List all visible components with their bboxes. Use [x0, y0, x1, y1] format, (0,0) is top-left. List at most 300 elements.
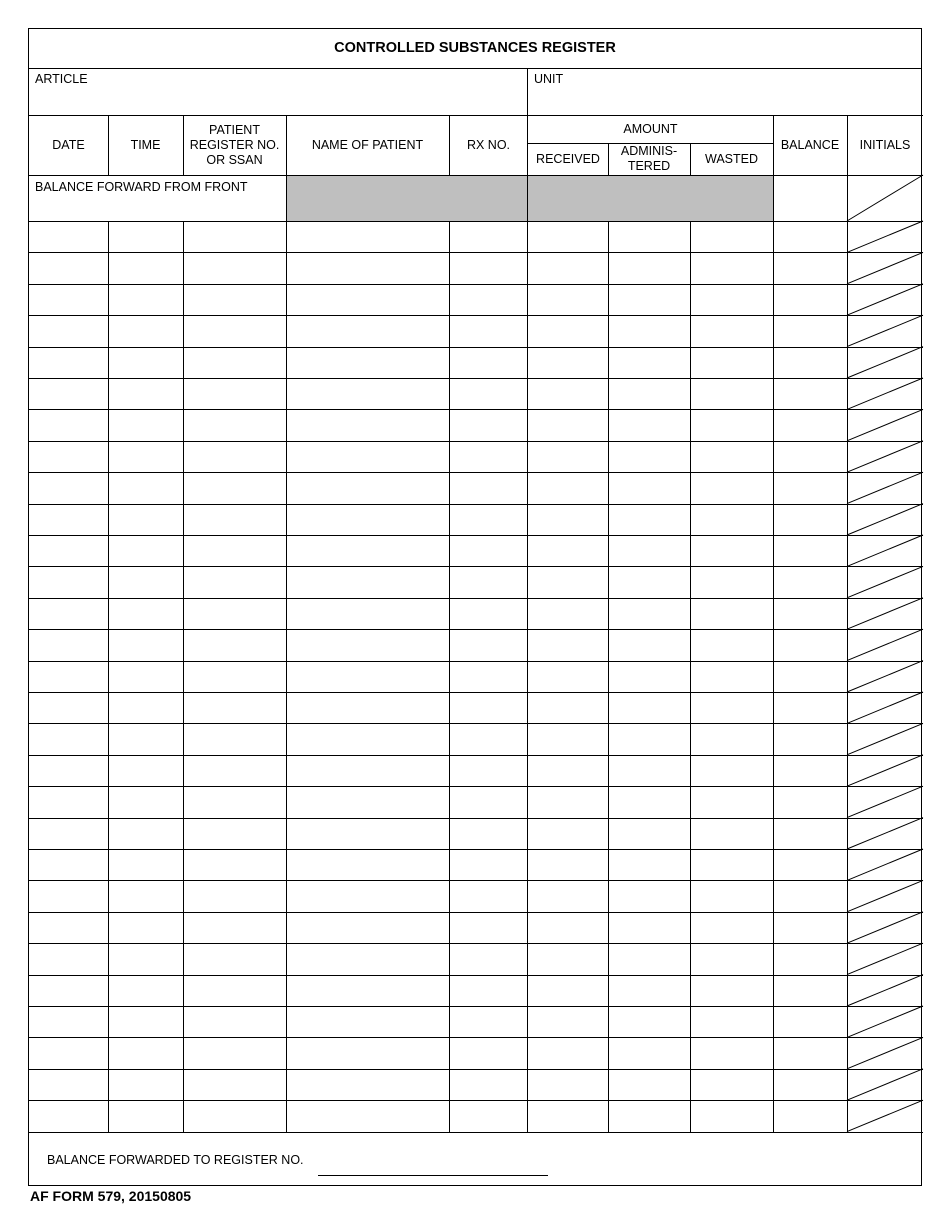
- entry-cell[interactable]: [183, 818, 286, 849]
- entry-cell[interactable]: [528, 347, 608, 378]
- entry-cell[interactable]: [29, 912, 108, 943]
- entry-cell[interactable]: [773, 849, 847, 880]
- entry-cell[interactable]: [773, 504, 847, 535]
- entry-cell[interactable]: [528, 1006, 608, 1037]
- entry-cell[interactable]: [608, 755, 690, 786]
- entry-cell[interactable]: [608, 975, 690, 1006]
- entry-cell[interactable]: [183, 378, 286, 409]
- entry-cell[interactable]: [608, 943, 690, 974]
- entry-cell[interactable]: [773, 880, 847, 911]
- entry-cell[interactable]: [286, 315, 449, 346]
- entry-cell[interactable]: [286, 849, 449, 880]
- entry-cell[interactable]: [690, 692, 773, 723]
- entry-cell[interactable]: [847, 849, 923, 880]
- entry-cell[interactable]: [29, 378, 108, 409]
- entry-cell[interactable]: [286, 880, 449, 911]
- entry-cell[interactable]: [108, 284, 183, 315]
- entry-cell[interactable]: [29, 1037, 108, 1068]
- entry-cell[interactable]: [528, 504, 608, 535]
- register-no-field[interactable]: [318, 1175, 548, 1176]
- entry-cell[interactable]: [528, 284, 608, 315]
- entry-cell[interactable]: [690, 504, 773, 535]
- entry-cell[interactable]: [847, 472, 923, 503]
- entry-cell[interactable]: [183, 535, 286, 566]
- entry-cell[interactable]: [608, 535, 690, 566]
- entry-cell[interactable]: [608, 598, 690, 629]
- entry-cell[interactable]: [29, 880, 108, 911]
- entry-cell[interactable]: [29, 221, 108, 252]
- entry-cell[interactable]: [286, 472, 449, 503]
- entry-cell[interactable]: [773, 598, 847, 629]
- entry-cell[interactable]: [449, 629, 528, 660]
- entry-cell[interactable]: [608, 849, 690, 880]
- entry-cell[interactable]: [29, 723, 108, 754]
- entry-cell[interactable]: [286, 629, 449, 660]
- entry-cell[interactable]: [690, 347, 773, 378]
- entry-cell[interactable]: [773, 347, 847, 378]
- entry-cell[interactable]: [29, 472, 108, 503]
- entry-cell[interactable]: [847, 661, 923, 692]
- entry-cell[interactable]: [108, 441, 183, 472]
- shaded-block: [286, 176, 773, 221]
- entry-cell[interactable]: [847, 378, 923, 409]
- entry-cell[interactable]: [449, 441, 528, 472]
- entry-cell[interactable]: [847, 880, 923, 911]
- entry-cell[interactable]: [29, 818, 108, 849]
- entry-cell[interactable]: [449, 786, 528, 817]
- entry-cell[interactable]: [690, 315, 773, 346]
- entry-cell[interactable]: [29, 347, 108, 378]
- entry-cell[interactable]: [690, 221, 773, 252]
- entry-cell[interactable]: [608, 912, 690, 943]
- entry-cell[interactable]: [29, 755, 108, 786]
- entry-cell[interactable]: [773, 1037, 847, 1068]
- entry-cell[interactable]: [690, 849, 773, 880]
- entry-cell[interactable]: [286, 566, 449, 597]
- entry-cell[interactable]: [183, 504, 286, 535]
- entry-cell[interactable]: [528, 221, 608, 252]
- entry-cell[interactable]: [773, 692, 847, 723]
- entry-cell[interactable]: [690, 284, 773, 315]
- entry-cell[interactable]: [528, 252, 608, 283]
- entry-cell[interactable]: [449, 1100, 528, 1131]
- entry-cell[interactable]: [608, 221, 690, 252]
- entry-cell[interactable]: [108, 221, 183, 252]
- entry-cell[interactable]: [286, 284, 449, 315]
- entry-cell[interactable]: [773, 629, 847, 660]
- entry-cell[interactable]: [449, 472, 528, 503]
- entry-cell[interactable]: [108, 252, 183, 283]
- entry-cell[interactable]: [528, 598, 608, 629]
- entry-cell[interactable]: [847, 252, 923, 283]
- entry-cell[interactable]: [773, 912, 847, 943]
- entry-cell[interactable]: [449, 284, 528, 315]
- entry-cell[interactable]: [608, 441, 690, 472]
- entry-cell[interactable]: [690, 661, 773, 692]
- entry-cell[interactable]: [286, 692, 449, 723]
- entry-cell[interactable]: [847, 1037, 923, 1068]
- entry-cell[interactable]: [29, 692, 108, 723]
- entry-cell[interactable]: [29, 504, 108, 535]
- entry-cell[interactable]: [690, 629, 773, 660]
- entry-cell[interactable]: [286, 1100, 449, 1131]
- entry-cell[interactable]: [29, 629, 108, 660]
- entry-cell[interactable]: [690, 598, 773, 629]
- entry-cell[interactable]: [108, 566, 183, 597]
- entry-cell[interactable]: [847, 535, 923, 566]
- entry-cell[interactable]: [108, 409, 183, 440]
- entry-cell[interactable]: [183, 598, 286, 629]
- entry-cell[interactable]: [449, 1037, 528, 1068]
- entry-cell[interactable]: [690, 566, 773, 597]
- entry-cell[interactable]: [449, 221, 528, 252]
- entry-cell[interactable]: [183, 880, 286, 911]
- entry-cell[interactable]: [608, 315, 690, 346]
- entry-cell[interactable]: [286, 661, 449, 692]
- entry-cell[interactable]: [108, 598, 183, 629]
- entry-cell[interactable]: [108, 315, 183, 346]
- entry-cell[interactable]: [183, 347, 286, 378]
- entry-cell[interactable]: [286, 975, 449, 1006]
- entry-cell[interactable]: [286, 535, 449, 566]
- entry-cell[interactable]: [29, 1069, 108, 1100]
- entry-cell[interactable]: [29, 786, 108, 817]
- entry-cell[interactable]: [847, 975, 923, 1006]
- entry-cell[interactable]: [108, 472, 183, 503]
- entry-cell[interactable]: [608, 1037, 690, 1068]
- entry-cell[interactable]: [690, 912, 773, 943]
- balance-forward-field[interactable]: [773, 175, 847, 221]
- entry-cell[interactable]: [608, 1006, 690, 1037]
- entry-cell[interactable]: [286, 943, 449, 974]
- entry-cell[interactable]: [108, 912, 183, 943]
- entry-cell[interactable]: [108, 975, 183, 1006]
- entry-cell[interactable]: [449, 1006, 528, 1037]
- entry-cell[interactable]: [690, 943, 773, 974]
- entry-cell[interactable]: [449, 661, 528, 692]
- entry-cell[interactable]: [773, 1100, 847, 1131]
- unit-field[interactable]: [528, 69, 922, 115]
- entry-cell[interactable]: [690, 252, 773, 283]
- entry-cell[interactable]: [183, 786, 286, 817]
- entry-cell[interactable]: [286, 1006, 449, 1037]
- entry-cell[interactable]: [449, 912, 528, 943]
- entry-cell[interactable]: [773, 723, 847, 754]
- entry-cell[interactable]: [847, 818, 923, 849]
- entry-cell[interactable]: [847, 566, 923, 597]
- entry-cell[interactable]: [528, 1069, 608, 1100]
- entry-cell[interactable]: [608, 409, 690, 440]
- entry-cell[interactable]: [773, 221, 847, 252]
- entry-cell[interactable]: [690, 409, 773, 440]
- entry-cell[interactable]: [528, 786, 608, 817]
- entry-cell[interactable]: [690, 1069, 773, 1100]
- entry-cell[interactable]: [286, 221, 449, 252]
- entry-cell[interactable]: [449, 566, 528, 597]
- entry-cell[interactable]: [847, 284, 923, 315]
- entry-cell[interactable]: [690, 441, 773, 472]
- entry-cell[interactable]: [108, 535, 183, 566]
- entry-cell[interactable]: [183, 1100, 286, 1131]
- entry-cell[interactable]: [773, 252, 847, 283]
- entry-cell[interactable]: [286, 912, 449, 943]
- entry-cell[interactable]: [690, 1006, 773, 1037]
- entry-cell[interactable]: [183, 692, 286, 723]
- entry-cell[interactable]: [690, 1037, 773, 1068]
- entry-cell[interactable]: [29, 441, 108, 472]
- entry-cell[interactable]: [773, 409, 847, 440]
- entry-cell[interactable]: [29, 975, 108, 1006]
- entry-cell[interactable]: [847, 598, 923, 629]
- entry-cell[interactable]: [528, 912, 608, 943]
- entry-cell[interactable]: [449, 818, 528, 849]
- entry-cell[interactable]: [183, 849, 286, 880]
- entry-cell[interactable]: [690, 786, 773, 817]
- entry-cell[interactable]: [528, 535, 608, 566]
- entry-cell[interactable]: [608, 252, 690, 283]
- entry-cell[interactable]: [773, 472, 847, 503]
- entry-cell[interactable]: [183, 409, 286, 440]
- article-field[interactable]: [29, 69, 527, 115]
- entry-cell[interactable]: [847, 441, 923, 472]
- entry-cell[interactable]: [183, 472, 286, 503]
- entry-cell[interactable]: [608, 786, 690, 817]
- entry-cell[interactable]: [608, 1069, 690, 1100]
- entry-cell[interactable]: [528, 943, 608, 974]
- entry-cell[interactable]: [690, 755, 773, 786]
- entry-cell[interactable]: [29, 661, 108, 692]
- entry-cell[interactable]: [108, 1006, 183, 1037]
- entry-cell[interactable]: [449, 880, 528, 911]
- entry-cell[interactable]: [847, 786, 923, 817]
- entry-cell[interactable]: [528, 378, 608, 409]
- entry-cell[interactable]: [286, 818, 449, 849]
- entry-cell[interactable]: [108, 378, 183, 409]
- entry-cell[interactable]: [528, 880, 608, 911]
- entry-cell[interactable]: [286, 1069, 449, 1100]
- entry-cell[interactable]: [847, 943, 923, 974]
- entry-cell[interactable]: [449, 504, 528, 535]
- entry-cell[interactable]: [528, 566, 608, 597]
- entry-cell[interactable]: [773, 535, 847, 566]
- entry-cell[interactable]: [286, 252, 449, 283]
- entry-cell[interactable]: [29, 535, 108, 566]
- entry-cell[interactable]: [847, 504, 923, 535]
- entry-cell[interactable]: [286, 598, 449, 629]
- entry-cell[interactable]: [773, 378, 847, 409]
- entry-cell[interactable]: [286, 723, 449, 754]
- entry-cell[interactable]: [449, 315, 528, 346]
- entry-cell[interactable]: [29, 943, 108, 974]
- entry-cell[interactable]: [773, 786, 847, 817]
- entry-cell[interactable]: [29, 1100, 108, 1131]
- entry-cell[interactable]: [108, 723, 183, 754]
- entry-cell[interactable]: [449, 347, 528, 378]
- entry-cell[interactable]: [847, 629, 923, 660]
- entry-cell[interactable]: [108, 504, 183, 535]
- entry-cell[interactable]: [773, 284, 847, 315]
- entry-cell[interactable]: [286, 347, 449, 378]
- entry-cell[interactable]: [183, 629, 286, 660]
- entry-cell[interactable]: [183, 723, 286, 754]
- entry-cell[interactable]: [773, 818, 847, 849]
- entry-cell[interactable]: [183, 975, 286, 1006]
- entry-cell[interactable]: [528, 629, 608, 660]
- entry-cell[interactable]: [449, 409, 528, 440]
- entry-cell[interactable]: [690, 880, 773, 911]
- entry-cell[interactable]: [449, 755, 528, 786]
- entry-cell[interactable]: [449, 975, 528, 1006]
- entry-cell[interactable]: [608, 566, 690, 597]
- entry-cell[interactable]: [449, 598, 528, 629]
- entry-cell[interactable]: [286, 786, 449, 817]
- entry-cell[interactable]: [108, 1069, 183, 1100]
- entry-cell[interactable]: [608, 472, 690, 503]
- entry-cell[interactable]: [528, 441, 608, 472]
- entry-cell[interactable]: [847, 1100, 923, 1131]
- entry-cell[interactable]: [449, 535, 528, 566]
- rule-article-bottom: [29, 115, 923, 116]
- entry-cell[interactable]: [183, 221, 286, 252]
- entry-cell[interactable]: [773, 943, 847, 974]
- entry-cell[interactable]: [286, 1037, 449, 1068]
- entry-cell[interactable]: [690, 975, 773, 1006]
- entry-cell[interactable]: [847, 755, 923, 786]
- entry-cell[interactable]: [528, 755, 608, 786]
- entry-cell[interactable]: [608, 661, 690, 692]
- entry-cell[interactable]: [528, 849, 608, 880]
- entry-cell[interactable]: [449, 723, 528, 754]
- entry-cell[interactable]: [29, 409, 108, 440]
- entry-cell[interactable]: [528, 723, 608, 754]
- entry-cell[interactable]: [528, 692, 608, 723]
- entry-cell[interactable]: [773, 755, 847, 786]
- entry-cell[interactable]: [29, 598, 108, 629]
- entry-cell[interactable]: [690, 723, 773, 754]
- entry-cell[interactable]: [183, 284, 286, 315]
- entry-cell[interactable]: [847, 912, 923, 943]
- entry-cell[interactable]: [108, 880, 183, 911]
- entry-cell[interactable]: [608, 818, 690, 849]
- entry-cell[interactable]: [108, 347, 183, 378]
- entry-cell[interactable]: [449, 692, 528, 723]
- entry-cell[interactable]: [108, 943, 183, 974]
- entry-cell[interactable]: [108, 629, 183, 660]
- table-row: [29, 1100, 923, 1131]
- entry-cell[interactable]: [847, 692, 923, 723]
- entry-cell[interactable]: [183, 1006, 286, 1037]
- entry-cell[interactable]: [528, 818, 608, 849]
- entry-cell[interactable]: [449, 1069, 528, 1100]
- entry-cell[interactable]: [286, 378, 449, 409]
- entry-cell[interactable]: [608, 1100, 690, 1131]
- entry-cell[interactable]: [29, 284, 108, 315]
- entry-cell[interactable]: [528, 472, 608, 503]
- entry-cell[interactable]: [608, 880, 690, 911]
- entry-cell[interactable]: [690, 378, 773, 409]
- entry-cell[interactable]: [773, 975, 847, 1006]
- entry-cell[interactable]: [108, 1100, 183, 1131]
- entry-cell[interactable]: [183, 912, 286, 943]
- entry-cell[interactable]: [183, 1069, 286, 1100]
- header-date: DATE: [52, 137, 85, 152]
- entry-cell[interactable]: [286, 441, 449, 472]
- entry-cell[interactable]: [108, 692, 183, 723]
- entry-cell[interactable]: [528, 1037, 608, 1068]
- entry-cell[interactable]: [286, 409, 449, 440]
- entry-cell[interactable]: [773, 1069, 847, 1100]
- entry-cell[interactable]: [773, 441, 847, 472]
- entry-cell[interactable]: [528, 975, 608, 1006]
- entry-cell[interactable]: [847, 315, 923, 346]
- entry-cell[interactable]: [108, 849, 183, 880]
- entry-cell[interactable]: [108, 786, 183, 817]
- entry-cell[interactable]: [183, 252, 286, 283]
- entry-cell[interactable]: [183, 943, 286, 974]
- balance-forwarded-label: BALANCE FORWARDED TO REGISTER NO.: [47, 1153, 304, 1167]
- entry-cell[interactable]: [608, 284, 690, 315]
- entry-cell[interactable]: [847, 221, 923, 252]
- entry-cell[interactable]: [690, 1100, 773, 1131]
- entry-cell[interactable]: [847, 723, 923, 754]
- entry-cell[interactable]: [608, 504, 690, 535]
- entry-cell[interactable]: [108, 661, 183, 692]
- entry-cell[interactable]: [286, 755, 449, 786]
- entry-cell[interactable]: [29, 252, 108, 283]
- entry-cell[interactable]: [449, 252, 528, 283]
- entry-cell[interactable]: [608, 692, 690, 723]
- entry-cell[interactable]: [29, 315, 108, 346]
- entry-cell[interactable]: [183, 315, 286, 346]
- entry-cell[interactable]: [449, 943, 528, 974]
- entry-cell[interactable]: [608, 629, 690, 660]
- entry-cell[interactable]: [183, 441, 286, 472]
- entry-cell[interactable]: [449, 849, 528, 880]
- entry-cell[interactable]: [449, 378, 528, 409]
- entry-cell[interactable]: [29, 1006, 108, 1037]
- entry-cell[interactable]: [108, 755, 183, 786]
- entry-cell[interactable]: [773, 315, 847, 346]
- entry-cell[interactable]: [608, 378, 690, 409]
- entry-cell[interactable]: [183, 661, 286, 692]
- entry-cell[interactable]: [108, 818, 183, 849]
- entry-cell[interactable]: [847, 1006, 923, 1037]
- rule-header-bottom: [29, 175, 923, 176]
- entry-cell[interactable]: [183, 755, 286, 786]
- entry-cell[interactable]: [773, 661, 847, 692]
- entry-cell[interactable]: [528, 661, 608, 692]
- entry-cell[interactable]: [29, 849, 108, 880]
- entry-cell[interactable]: [608, 723, 690, 754]
- entry-cell[interactable]: [29, 566, 108, 597]
- entry-cell[interactable]: [847, 409, 923, 440]
- entry-cell[interactable]: [690, 472, 773, 503]
- entry-cell[interactable]: [183, 566, 286, 597]
- entry-cell[interactable]: [108, 1037, 183, 1068]
- entry-cell[interactable]: [847, 347, 923, 378]
- entry-cell[interactable]: [690, 535, 773, 566]
- entry-cell[interactable]: [528, 1100, 608, 1131]
- entry-cell[interactable]: [773, 1006, 847, 1037]
- entry-cell[interactable]: [608, 347, 690, 378]
- entry-cell[interactable]: [528, 409, 608, 440]
- entry-cell[interactable]: [183, 1037, 286, 1068]
- entry-cell[interactable]: [286, 504, 449, 535]
- entry-cell[interactable]: [773, 566, 847, 597]
- entry-cell[interactable]: [690, 818, 773, 849]
- entry-cell[interactable]: [528, 315, 608, 346]
- entry-cell[interactable]: [847, 1069, 923, 1100]
